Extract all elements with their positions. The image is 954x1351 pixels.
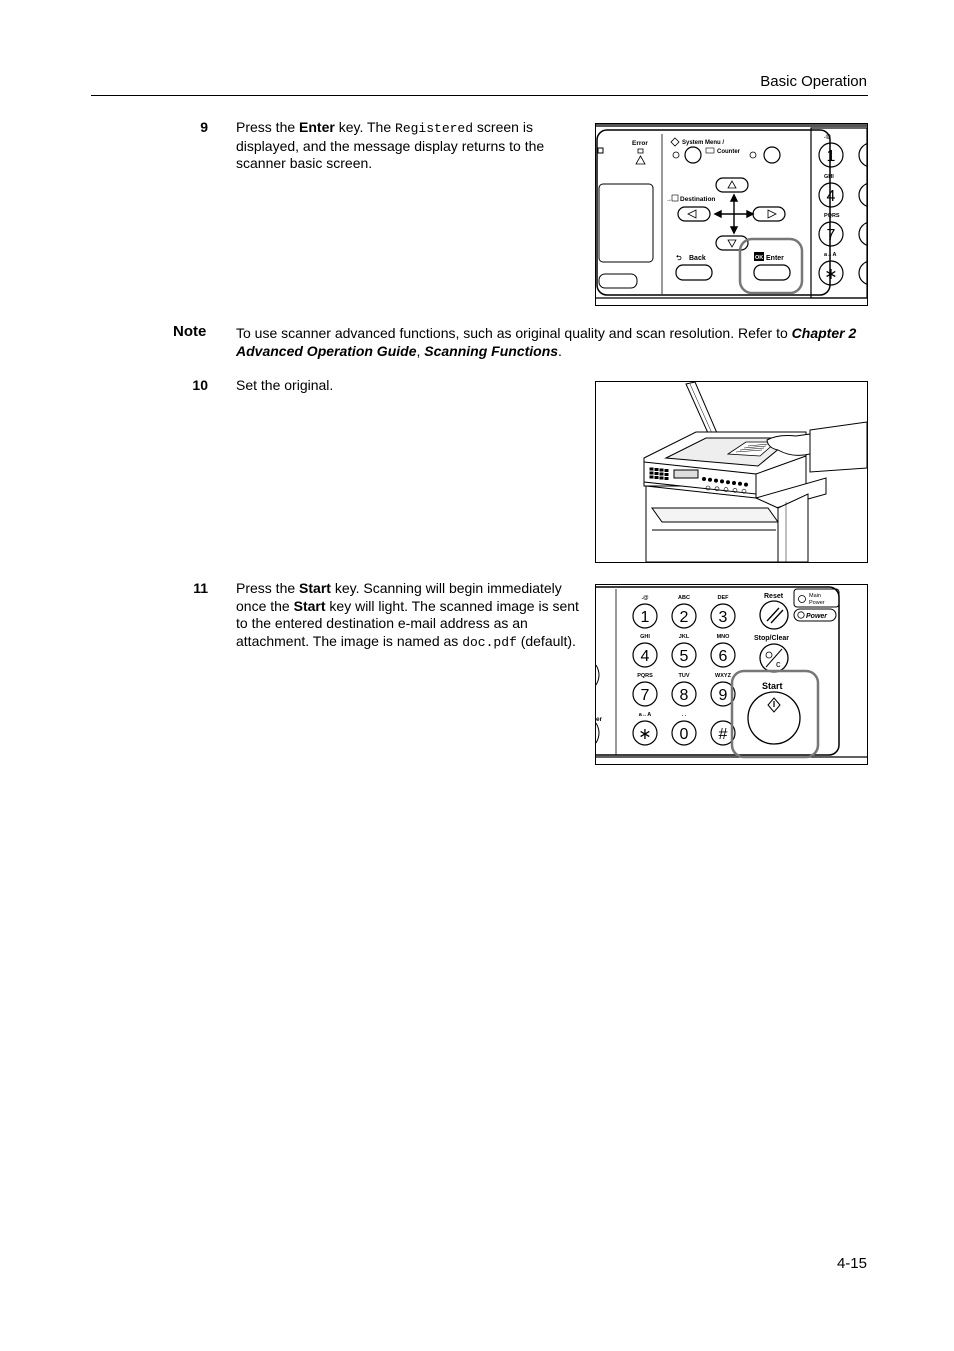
- chapter-reference: Chapter 2 Advanced Operation Guide: [236, 325, 857, 359]
- panel-button: [650, 476, 653, 478]
- panel-button: [709, 478, 712, 481]
- key-sub-label: WXYZ: [715, 673, 731, 679]
- keypad-key-partial[interactable]: [859, 261, 867, 285]
- key-sub-label: MNO: [716, 634, 730, 640]
- keypad-digit: 4: [640, 648, 650, 665]
- keypad-digit: ∗: [638, 726, 652, 743]
- svg-text:c: c: [776, 659, 781, 669]
- panel-button: [660, 473, 663, 475]
- keypad-digit: ∗: [824, 266, 838, 283]
- back-label: Back: [689, 255, 706, 262]
- keypad-key-partial[interactable]: [859, 143, 867, 167]
- panel-button: [739, 482, 742, 485]
- left-arrow-icon: [688, 210, 696, 218]
- key-sub-label: a↔A: [638, 712, 652, 718]
- keypad-digit: 3: [718, 609, 728, 626]
- keypad-digit: 7: [826, 227, 836, 244]
- header-rule: [91, 95, 868, 96]
- destination-label: Destination: [680, 196, 716, 203]
- keypad-digit: 1: [826, 148, 836, 165]
- system-menu-icon: [671, 138, 679, 146]
- down-arrow-icon: [728, 240, 736, 247]
- step-number-10: 10: [192, 377, 208, 393]
- panel-button: [655, 469, 658, 471]
- main-power-icon: [799, 596, 806, 603]
- panel-button: [660, 469, 663, 471]
- main-label: Main: [809, 593, 821, 599]
- key-sub-label: ABC: [678, 595, 690, 601]
- registered-screen-name: Registered: [395, 121, 474, 136]
- page-number: 4-15: [836, 1255, 867, 1272]
- keypad-digit: 2: [679, 609, 689, 626]
- key-sub-label: GHI: [640, 634, 650, 640]
- cross-arrows-icon: [715, 195, 753, 233]
- key-sub-label: . .: [681, 712, 687, 718]
- start-key-name: Start: [299, 580, 331, 596]
- note-text: To use scanner advanced functions, such as original quality and scan resolution. Refer to Chapter 2 Advanced Operation Guide, Scanning Functions.: [236, 325, 857, 359]
- key-sub-label: .@: [641, 595, 649, 601]
- destination-arrow-icon: →: [666, 197, 672, 203]
- panel-button: [733, 482, 736, 485]
- keypad-digit: 8: [679, 687, 689, 704]
- svg-text:OK: OK: [755, 255, 764, 261]
- panel-button: [745, 483, 748, 486]
- up-arrow-icon: [728, 181, 736, 188]
- key-sub-label: .@: [824, 134, 831, 140]
- step-number-9: 9: [200, 119, 208, 135]
- file-name: doc.pdf: [462, 634, 517, 650]
- keypad-digit: 0: [679, 726, 689, 743]
- right-key[interactable]: [753, 207, 785, 221]
- up-key[interactable]: [716, 178, 748, 192]
- side-label: er: [596, 716, 603, 723]
- panel-button: [665, 470, 668, 472]
- enter-highlight: [740, 239, 802, 293]
- step-11-text: Press the Start key. Scanning will begin immediately once the Start key will light. The scanned image is sent to the entered destination e-mail address as an attachment. The image is named as doc.pdf (default).: [236, 580, 579, 650]
- keypad-digit: 9: [718, 687, 728, 704]
- start-key-name-2: Start: [293, 597, 326, 614]
- sleeve: [810, 422, 867, 472]
- figure-operation-panel-enter: [595, 123, 868, 306]
- counter-icon: [706, 148, 714, 153]
- error-lamp: [638, 149, 643, 153]
- figure-set-original: [595, 381, 868, 563]
- system-menu-button[interactable]: [685, 147, 701, 163]
- stop-clear-icon: [766, 649, 782, 669]
- step-10-text: Set the original.: [236, 377, 334, 393]
- keypad-digit: 7: [640, 687, 650, 704]
- back-arrow-icon: ⮌: [676, 255, 682, 262]
- panel-button: [665, 478, 668, 480]
- enter-label: Enter: [766, 255, 784, 262]
- panel-button: [650, 472, 653, 474]
- main-power-small-label: Power: [809, 600, 825, 606]
- svg-text:System Menu /: System Menu /: [682, 140, 725, 146]
- key-sub-label: a↔A: [824, 252, 837, 258]
- panel-button: [650, 468, 653, 470]
- reset-key[interactable]: [760, 601, 788, 629]
- start-label: Start: [762, 681, 783, 691]
- power-icon: [798, 612, 804, 618]
- start-key[interactable]: [748, 692, 800, 744]
- keypad-digit: 6: [718, 648, 728, 665]
- stop-clear-label: Stop/Clear: [754, 635, 790, 642]
- power-label: Power: [806, 613, 828, 620]
- step-9-text: Press the Enter key. The Registered screen is displayed, and the message display returns to the scanner basic screen.: [236, 119, 545, 171]
- enter-key-name: Enter: [299, 119, 335, 135]
- error-label: Error: [632, 140, 648, 147]
- enter-key[interactable]: [754, 265, 790, 280]
- panel-display: [674, 470, 698, 478]
- keypad-key-partial[interactable]: [859, 222, 867, 246]
- keypad-digit: 4: [826, 188, 836, 205]
- start-icon: [768, 698, 780, 712]
- step-number-11: 11: [193, 580, 208, 596]
- key-sub-label: JKL: [678, 634, 690, 640]
- reset-icon: [767, 608, 783, 623]
- panel-button: [727, 481, 730, 484]
- figure-start-key: [595, 584, 868, 765]
- keypad-digit: 1: [640, 609, 650, 626]
- key-sub-label: GHI: [824, 174, 834, 180]
- note-label: Note: [173, 323, 207, 340]
- warning-icon: [636, 156, 645, 164]
- reset-label: Reset: [764, 593, 784, 600]
- header-title: Basic Operation: [760, 73, 867, 90]
- key-sub-label: PQRS: [637, 673, 653, 679]
- key-sub-label: PQRS: [824, 213, 840, 219]
- panel-button: [703, 478, 706, 481]
- panel-button: [660, 477, 663, 479]
- output-tray: [652, 508, 778, 522]
- panel-button: [665, 474, 668, 476]
- back-key[interactable]: [676, 265, 712, 280]
- counter-button[interactable]: [764, 147, 780, 163]
- panel-button: [721, 480, 724, 483]
- left-key[interactable]: [678, 207, 710, 221]
- keypad-digit: 5: [679, 648, 689, 665]
- key-sub-label: TUV: [678, 673, 690, 679]
- section-reference: Scanning Functions: [424, 343, 559, 359]
- svg-text:Counter: Counter: [717, 149, 740, 155]
- keypad-key-partial[interactable]: [859, 183, 867, 207]
- panel-button: [655, 477, 658, 479]
- panel-button: [715, 479, 718, 482]
- key-sub-label: DEF: [717, 595, 729, 601]
- right-arrow-icon: [768, 210, 776, 218]
- keypad-digit: #: [718, 726, 728, 743]
- panel-button: [655, 473, 658, 475]
